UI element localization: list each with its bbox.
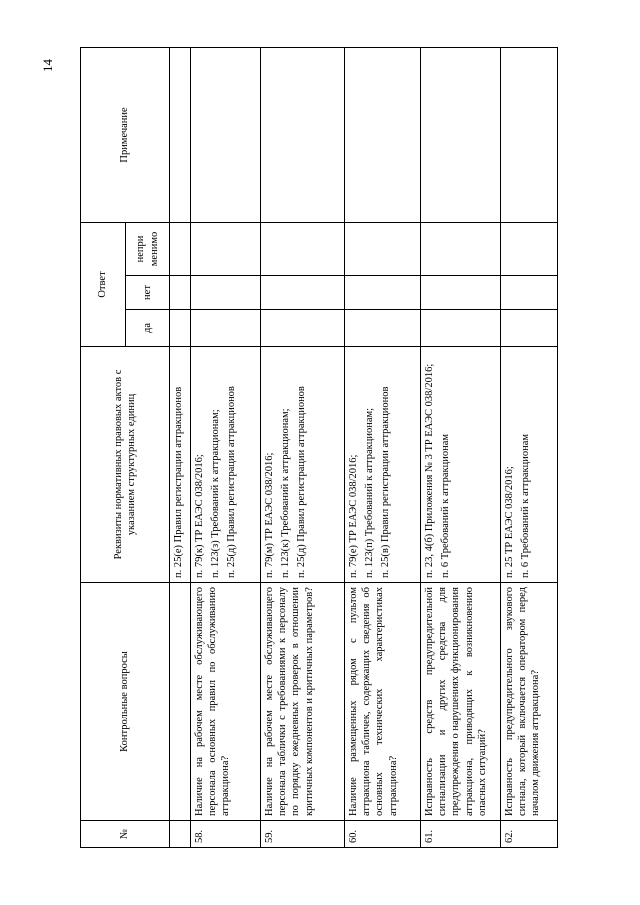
answer-no-cell[interactable] bbox=[261, 276, 345, 310]
answer-na-cell[interactable] bbox=[421, 222, 501, 275]
table-row bbox=[421, 47, 501, 847]
row-requisites bbox=[170, 347, 191, 583]
row-question: Исправность предупредительного звукового сигнала, который включается оператором перед началом движения аттракциона? bbox=[501, 583, 558, 821]
requisite-line: п. 25(е) Правил регистрации аттракционов bbox=[173, 386, 184, 578]
answer-na-cell[interactable] bbox=[261, 222, 345, 275]
header-answer-no: нет bbox=[126, 276, 170, 310]
answer-na-cell[interactable] bbox=[191, 222, 261, 275]
row-number: 59. bbox=[261, 821, 345, 848]
row-question bbox=[170, 583, 191, 821]
answer-yes-cell[interactable] bbox=[501, 310, 558, 347]
note-cell[interactable] bbox=[261, 47, 345, 222]
row-question: Наличие на рабочем месте обслуживающего персонала таблички с требованиями к персоналу по порядку ежедневных проверок в отношении критичных компонентов и критичных параметров? bbox=[261, 583, 345, 821]
requisite-line: п. 6 Требований к аттракционам bbox=[520, 433, 532, 578]
inspection-table-container bbox=[80, 48, 556, 848]
page-number: 14 bbox=[40, 59, 55, 72]
row-question: Исправность средств предупредительной сигнализации и других средства для предупреждения о нарушениях функционирования аттракциона, приводящих к возникновению опасных ситуаций? bbox=[421, 583, 501, 821]
note-cell[interactable] bbox=[191, 47, 261, 222]
requisite-line: п. 25(в) Правил регистрации аттракционов bbox=[380, 386, 392, 578]
table-row bbox=[191, 47, 261, 847]
answer-yes-cell[interactable] bbox=[345, 310, 421, 347]
requisite-line: п. 79(м) ТР ЕАЭС 038/2016; bbox=[264, 452, 276, 578]
answer-no-cell[interactable] bbox=[345, 276, 421, 310]
answer-no-cell[interactable] bbox=[170, 276, 191, 310]
requisite-line: п. 79(е) ТР ЕАЭС 038/2016; bbox=[348, 454, 360, 578]
requisite-line: п. 123(п) Требований к аттракционам; bbox=[364, 407, 376, 578]
requisite-line: п. 123(к) Требований к аттракционам; bbox=[280, 408, 292, 578]
requisite-line: п. 6 Требований к аттракционам bbox=[440, 433, 452, 578]
row-requisites bbox=[421, 347, 501, 583]
note-cell[interactable] bbox=[170, 47, 191, 222]
row-number: 58. bbox=[191, 821, 261, 848]
note-cell[interactable] bbox=[345, 47, 421, 222]
row-requisites bbox=[501, 347, 558, 583]
answer-yes-cell[interactable] bbox=[261, 310, 345, 347]
requisite-line: п. 79(к) ТР ЕАЭС 038/2016; bbox=[194, 454, 206, 578]
answer-yes-cell[interactable] bbox=[170, 310, 191, 347]
note-cell[interactable] bbox=[501, 47, 558, 222]
answer-yes-cell[interactable] bbox=[191, 310, 261, 347]
answer-no-cell[interactable] bbox=[421, 276, 501, 310]
row-requisites bbox=[191, 347, 261, 583]
row-question: Наличие размещенных рядом с пультом аттракциона табличек, содержащих сведения об основных технических характеристиках аттракциона? bbox=[345, 583, 421, 821]
table-row bbox=[345, 47, 421, 847]
answer-na-cell[interactable] bbox=[170, 222, 191, 275]
header-note: Примечание bbox=[81, 47, 170, 222]
requisite-line: п. 25(д) Правил регистрации аттракционов bbox=[226, 386, 238, 578]
inspection-table bbox=[80, 47, 558, 848]
header-number: № bbox=[81, 821, 170, 848]
header-answer-yes: да bbox=[126, 310, 170, 347]
row-number: 62. bbox=[501, 821, 558, 848]
answer-no-cell[interactable] bbox=[191, 276, 261, 310]
answer-na-cell[interactable] bbox=[501, 222, 558, 275]
requisite-line: п. 25 ТР ЕАЭС 038/2016; bbox=[504, 466, 516, 578]
table-row bbox=[501, 47, 558, 847]
note-cell[interactable] bbox=[421, 47, 501, 222]
requisite-line: п. 23, 4(б) Приложения № 3 ТР ЕАЭС 038/2016; bbox=[424, 363, 436, 578]
requisite-line: п. 123(з) Требований к аттракционам; bbox=[210, 409, 222, 578]
answer-na-cell[interactable] bbox=[345, 222, 421, 275]
row-question: Наличие на рабочем месте обслуживающего персонала основных правил по обслуживанию аттракциона? bbox=[191, 583, 261, 821]
header-requisites: Реквизиты нормативных правовых актов с указанием структурных единиц bbox=[81, 347, 170, 583]
requisite-line: п. 25(д) Правил регистрации аттракционов bbox=[296, 386, 308, 578]
row-number bbox=[170, 821, 191, 848]
answer-no-cell[interactable] bbox=[501, 276, 558, 310]
row-requisites bbox=[261, 347, 345, 583]
header-answer-na: непри менимо bbox=[126, 222, 170, 275]
table-row bbox=[261, 47, 345, 847]
header-question: Контрольные вопросы bbox=[81, 583, 170, 821]
row-number: 60. bbox=[345, 821, 421, 848]
row-requisites bbox=[345, 347, 421, 583]
table-row bbox=[170, 47, 191, 847]
header-answer: Ответ bbox=[81, 222, 126, 346]
row-number: 61. bbox=[421, 821, 501, 848]
answer-yes-cell[interactable] bbox=[421, 310, 501, 347]
